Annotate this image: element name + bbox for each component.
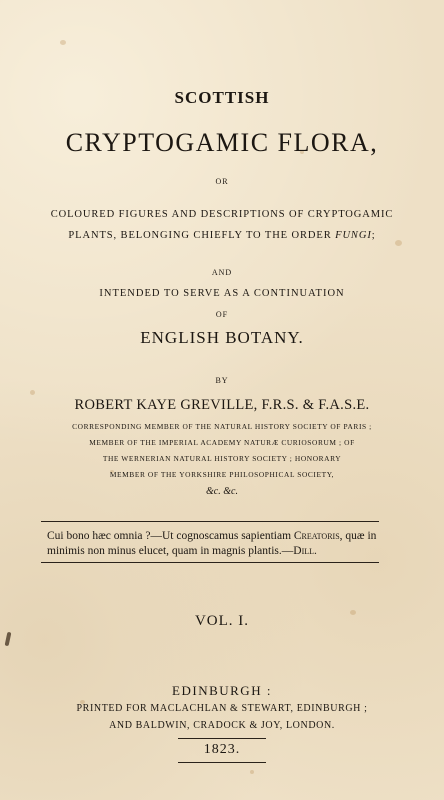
epigraph-dill: Dill [293, 545, 315, 557]
epigraph-top-rule [41, 521, 379, 522]
etc-line: &c. &c. [206, 486, 238, 497]
credential-line-4: MEMBER OF THE YORKSHIRE PHILOSOPHICAL SOCIETY, [109, 470, 335, 479]
subtitle-line-1: COLOURED FIGURES AND DESCRIPTIONS OF CRYPTOGAMIC [50, 209, 394, 220]
year-label: 1823. [203, 742, 241, 757]
by-connector: BY [215, 376, 229, 385]
year-top-rule [178, 738, 266, 739]
or-connector: OR [215, 177, 229, 186]
year-bottom-rule [178, 762, 266, 763]
title-line-1: SCOTTISH [174, 88, 270, 107]
city-label: EDINBURGH : [172, 683, 272, 698]
foxing-spot [60, 40, 66, 45]
epigraph [47, 529, 377, 559]
and-connector: AND [211, 268, 233, 277]
credential-line-2: MEMBER OF THE IMPERIAL ACADEMY NATURÆ CURIOSORUM ; OF [89, 438, 355, 447]
ink-mark [5, 632, 12, 647]
volume-label: VOL. I. [194, 613, 250, 629]
epigraph-line-2a: minimis non minus elucet, quam in magnis plantis.— [47, 545, 294, 557]
printer-line-1: PRINTED FOR MACLACHLAN & STEWART, EDINBURGH ; [76, 703, 368, 714]
intended-line: INTENDED TO SERVE AS A CONTINUATION [99, 288, 345, 299]
of-connector: OF [215, 310, 229, 319]
credential-line-3: THE WERNERIAN NATURAL HISTORY SOCIETY ; HONORARY [102, 454, 342, 463]
epigraph-line-1a: Cui bono hæc omnia ?—Ut cognoscamus sapientiam [47, 530, 294, 542]
epigraph-line-1b: , quæ in [339, 530, 377, 542]
subtitle-line-2-suffix: ; [371, 230, 376, 241]
epigraph-creatoris: Creatoris [293, 530, 340, 542]
foxing-spot [250, 770, 254, 774]
subtitle-line-2 [0, 230, 444, 241]
epigraph-bottom-rule [41, 562, 379, 563]
title-line-2: CRYPTOGAMIC FLORA, [65, 128, 379, 157]
subtitle-line-2-prefix: PLANTS, BELONGING CHIEFLY TO THE ORDER [68, 230, 336, 241]
subtitle-fungi: FUNGI [335, 230, 372, 241]
english-botany: ENGLISH BOTANY. [140, 328, 304, 347]
author-name: ROBERT KAYE GREVILLE, F.R.S. & F.A.S.E. [74, 397, 370, 413]
epigraph-line-2b: . [314, 545, 317, 557]
credential-line-1: CORRESPONDING MEMBER OF THE NATURAL HISTORY SOCIETY OF PARIS ; [72, 422, 372, 431]
foxing-spot [30, 390, 35, 395]
printer-line-2: AND BALDWIN, CRADOCK & JOY, LONDON. [109, 720, 335, 731]
